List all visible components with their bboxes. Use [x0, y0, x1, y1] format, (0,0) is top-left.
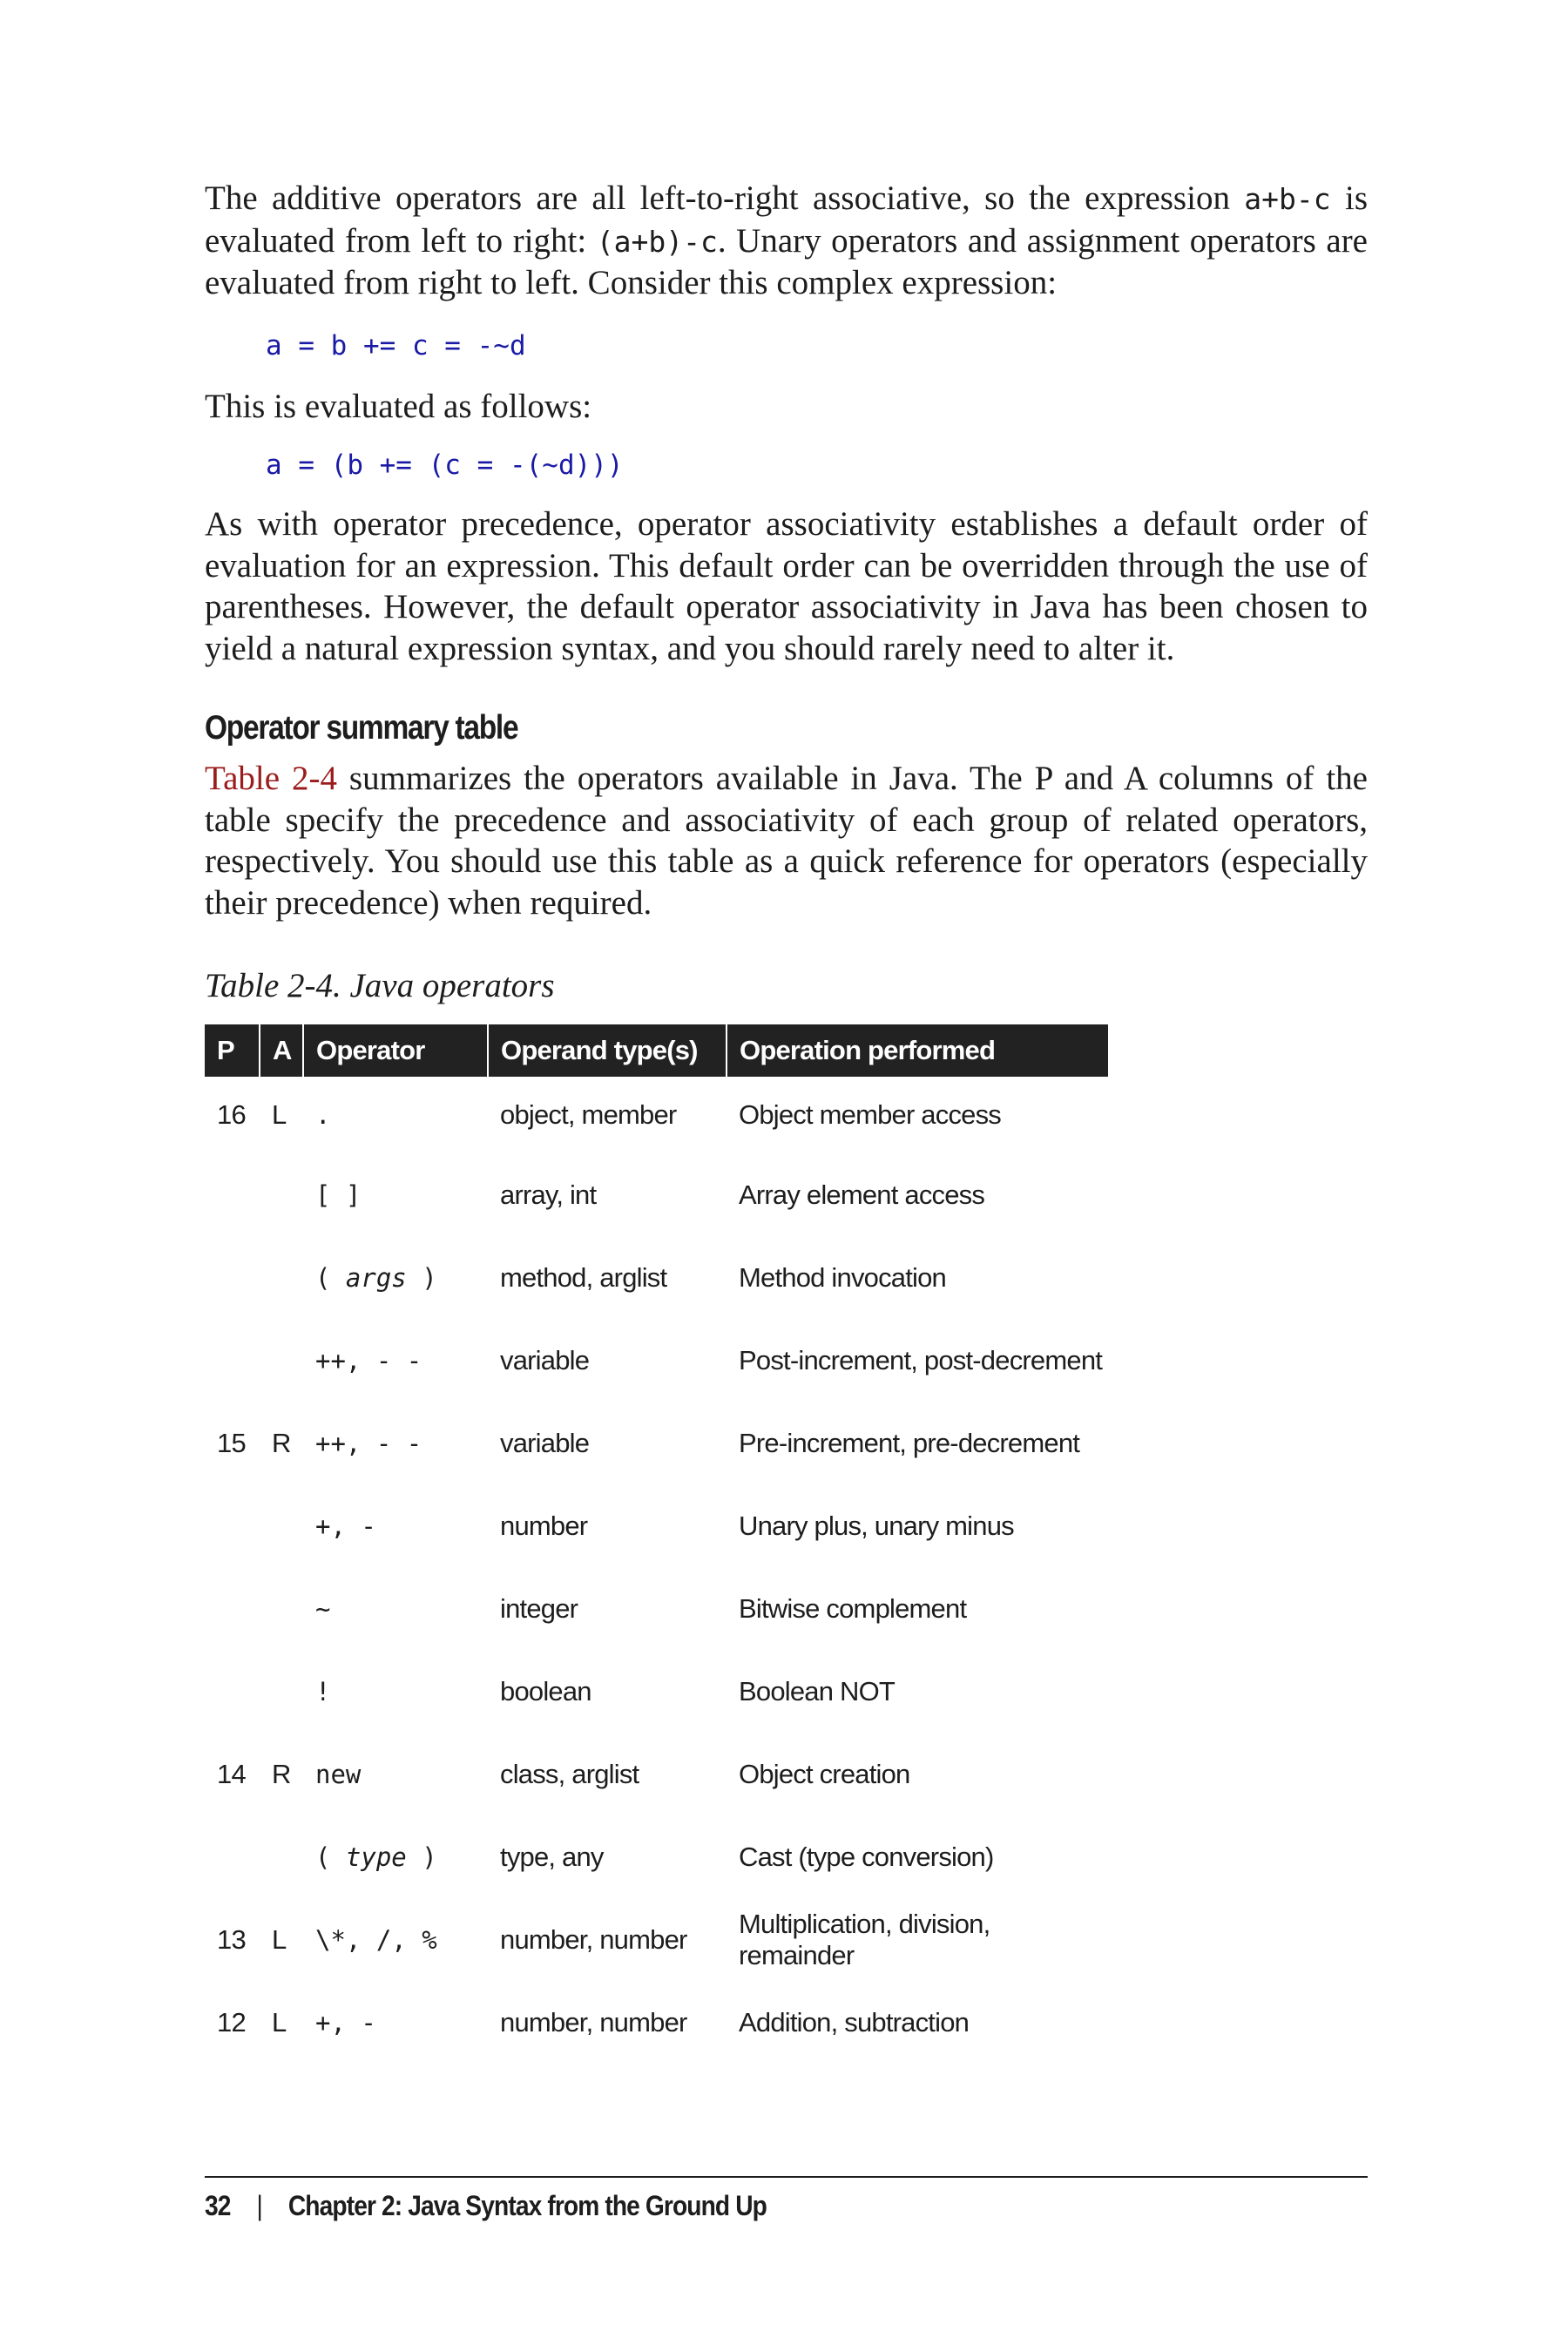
intro-paragraph-1 [205, 178, 1368, 304]
operator-close: ) [406, 1842, 437, 1872]
cell-operand-types: object, member [500, 1099, 677, 1130]
cell-operator: ~ [315, 1593, 331, 1624]
cell-operator [303, 1236, 488, 1319]
cell-precedence: 16 [217, 1099, 246, 1130]
cell-operand-types: integer [500, 1592, 578, 1624]
chapter-title: Chapter 2: Java Syntax from the Ground Up [287, 2190, 767, 2221]
intro-paragraph-3: As with operator precedence, operator associativity establishes a default order of evaluation for an expression. This default order can be overridden through the use of parentheses. However, the default operator associativity in Java has been chosen to yield a natural expression syntax, and you should rarely need to alter it. [205, 505, 1368, 667]
cell-precedence: 13 [217, 1923, 246, 1955]
cell-associativity: R [272, 1427, 291, 1458]
page-footer [205, 2190, 767, 2222]
page-content [205, 178, 1368, 2064]
cell-associativity [260, 1567, 303, 1650]
cell-operation: Addition, subtraction [739, 2006, 970, 2038]
operator-open: ( [315, 1262, 346, 1293]
footer-separator: | [256, 2190, 262, 2221]
table-row [205, 1402, 1108, 1484]
cell-operand-types: method, arglist [500, 1261, 667, 1293]
code-example-2: a = (b += (c = -(~d))) [266, 449, 624, 481]
header-operation: Operation performed [727, 1024, 1108, 1077]
header-a: A [260, 1024, 303, 1077]
cell-operation: Object creation [739, 1758, 910, 1789]
cell-operator: ++, - - [315, 1345, 422, 1375]
intro-paragraph-2: This is evaluated as follows: [205, 387, 592, 425]
cell-associativity [260, 1236, 303, 1319]
intro-text-a: The additive operators are all left-to-right associative, so the expression [205, 179, 1245, 217]
operator-placeholder: type [345, 1842, 407, 1872]
cell-operator: ++, - - [315, 1428, 422, 1458]
operator-placeholder: args [345, 1262, 407, 1293]
cell-operand-types: variable [500, 1427, 590, 1458]
cell-operator: new [315, 1759, 362, 1789]
cell-associativity [260, 1815, 303, 1898]
intro-text-b: is evaluated from left to right: [205, 179, 1368, 260]
cell-operator: [ ] [315, 1179, 362, 1210]
code-example-1: a = b += c = -~d [266, 329, 526, 362]
inline-code-paren-abc: (a+b)-c [596, 224, 718, 259]
cell-precedence [205, 1236, 260, 1319]
header-operator: Operator [303, 1024, 488, 1077]
cell-associativity: L [272, 2006, 287, 2038]
cell-associativity [260, 1319, 303, 1402]
cell-operation: Multiplication, division, remainder [739, 1908, 990, 1970]
cell-associativity: R [272, 1758, 291, 1789]
table-row [205, 1319, 1108, 1402]
cell-operation: Unary plus, unary minus [739, 1510, 1014, 1541]
cell-precedence [205, 1650, 260, 1733]
cell-operand-types: number, number [500, 1923, 687, 1955]
cell-associativity [260, 1153, 303, 1236]
table-row [205, 1815, 1108, 1898]
cell-precedence [205, 1484, 260, 1567]
cell-operand-types: array, int [500, 1179, 597, 1210]
cell-precedence: 12 [217, 2006, 246, 2038]
header-operand-types: Operand type(s) [488, 1024, 727, 1077]
operators-table [205, 1024, 1108, 2064]
cell-operand-types: type, any [500, 1841, 604, 1872]
cell-operation: Method invocation [739, 1261, 947, 1293]
cell-operand-types: boolean [500, 1675, 591, 1707]
cell-operation: Pre-increment, pre-decrement [739, 1427, 1080, 1458]
cell-operand-types: number [500, 1510, 588, 1541]
table-row [205, 1650, 1108, 1733]
cell-operation: Bitwise complement [739, 1592, 967, 1624]
cell-operator: \*, /, % [315, 1924, 437, 1955]
cell-operator [303, 1815, 488, 1898]
cell-operator: +, - [315, 2007, 376, 2038]
section-paragraph [205, 758, 1368, 923]
cell-operand-types: class, arglist [500, 1758, 639, 1789]
cell-precedence: 15 [217, 1427, 246, 1458]
cell-precedence [205, 1153, 260, 1236]
cell-operation: Object member access [739, 1099, 1001, 1130]
table-row [205, 1153, 1108, 1236]
cell-operation: Cast (type conversion) [739, 1841, 994, 1872]
cell-operation: Post-increment, post-decrement [739, 1344, 1103, 1375]
footer-rule [205, 2176, 1368, 2178]
cell-associativity: L [272, 1099, 287, 1130]
operator-close: ) [406, 1262, 437, 1293]
table-caption: Table 2-4. Java operators [205, 967, 555, 1004]
cell-precedence [205, 1319, 260, 1402]
table-header-row [205, 1024, 1108, 1077]
page-number: 32 [205, 2190, 231, 2221]
cell-operation: Boolean NOT [739, 1675, 896, 1707]
header-p: P [205, 1024, 260, 1077]
table-row [205, 1981, 1108, 2064]
cell-precedence [205, 1815, 260, 1898]
table-row [205, 1236, 1108, 1319]
table-row [205, 1484, 1108, 1567]
cell-operator: . [315, 1100, 331, 1130]
cell-associativity [260, 1650, 303, 1733]
table-row [205, 1898, 1108, 1981]
cell-operation: Array element access [739, 1179, 985, 1210]
cell-precedence: 14 [217, 1758, 246, 1789]
intro-text-c: . Unary operators and assignment operators are evaluated from right to left. Consider this complex expression: [205, 221, 1368, 301]
cell-associativity [260, 1484, 303, 1567]
table-body [205, 1077, 1108, 2064]
cell-operand-types: variable [500, 1344, 590, 1375]
table-row [205, 1077, 1108, 1153]
cell-associativity: L [272, 1923, 287, 1955]
table-row [205, 1567, 1108, 1650]
cell-operator: +, - [315, 1511, 376, 1541]
operator-open: ( [315, 1842, 346, 1872]
cell-operator: ! [315, 1676, 331, 1707]
cell-operand-types: number, number [500, 2006, 687, 2038]
table-row [205, 1733, 1108, 1815]
section-text: summarizes the operators available in Java. The P and A columns of the table specify the precedence and associativity of each group of related operators, respectively. You should use this table as a quick reference for operators (especially their precedence) when required. [205, 760, 1368, 922]
cell-precedence [205, 1567, 260, 1650]
table-reference-link[interactable]: Table 2-4 [205, 760, 337, 797]
section-heading: Operator summary table [205, 709, 518, 747]
inline-code-abc: a+b-c [1244, 182, 1331, 216]
